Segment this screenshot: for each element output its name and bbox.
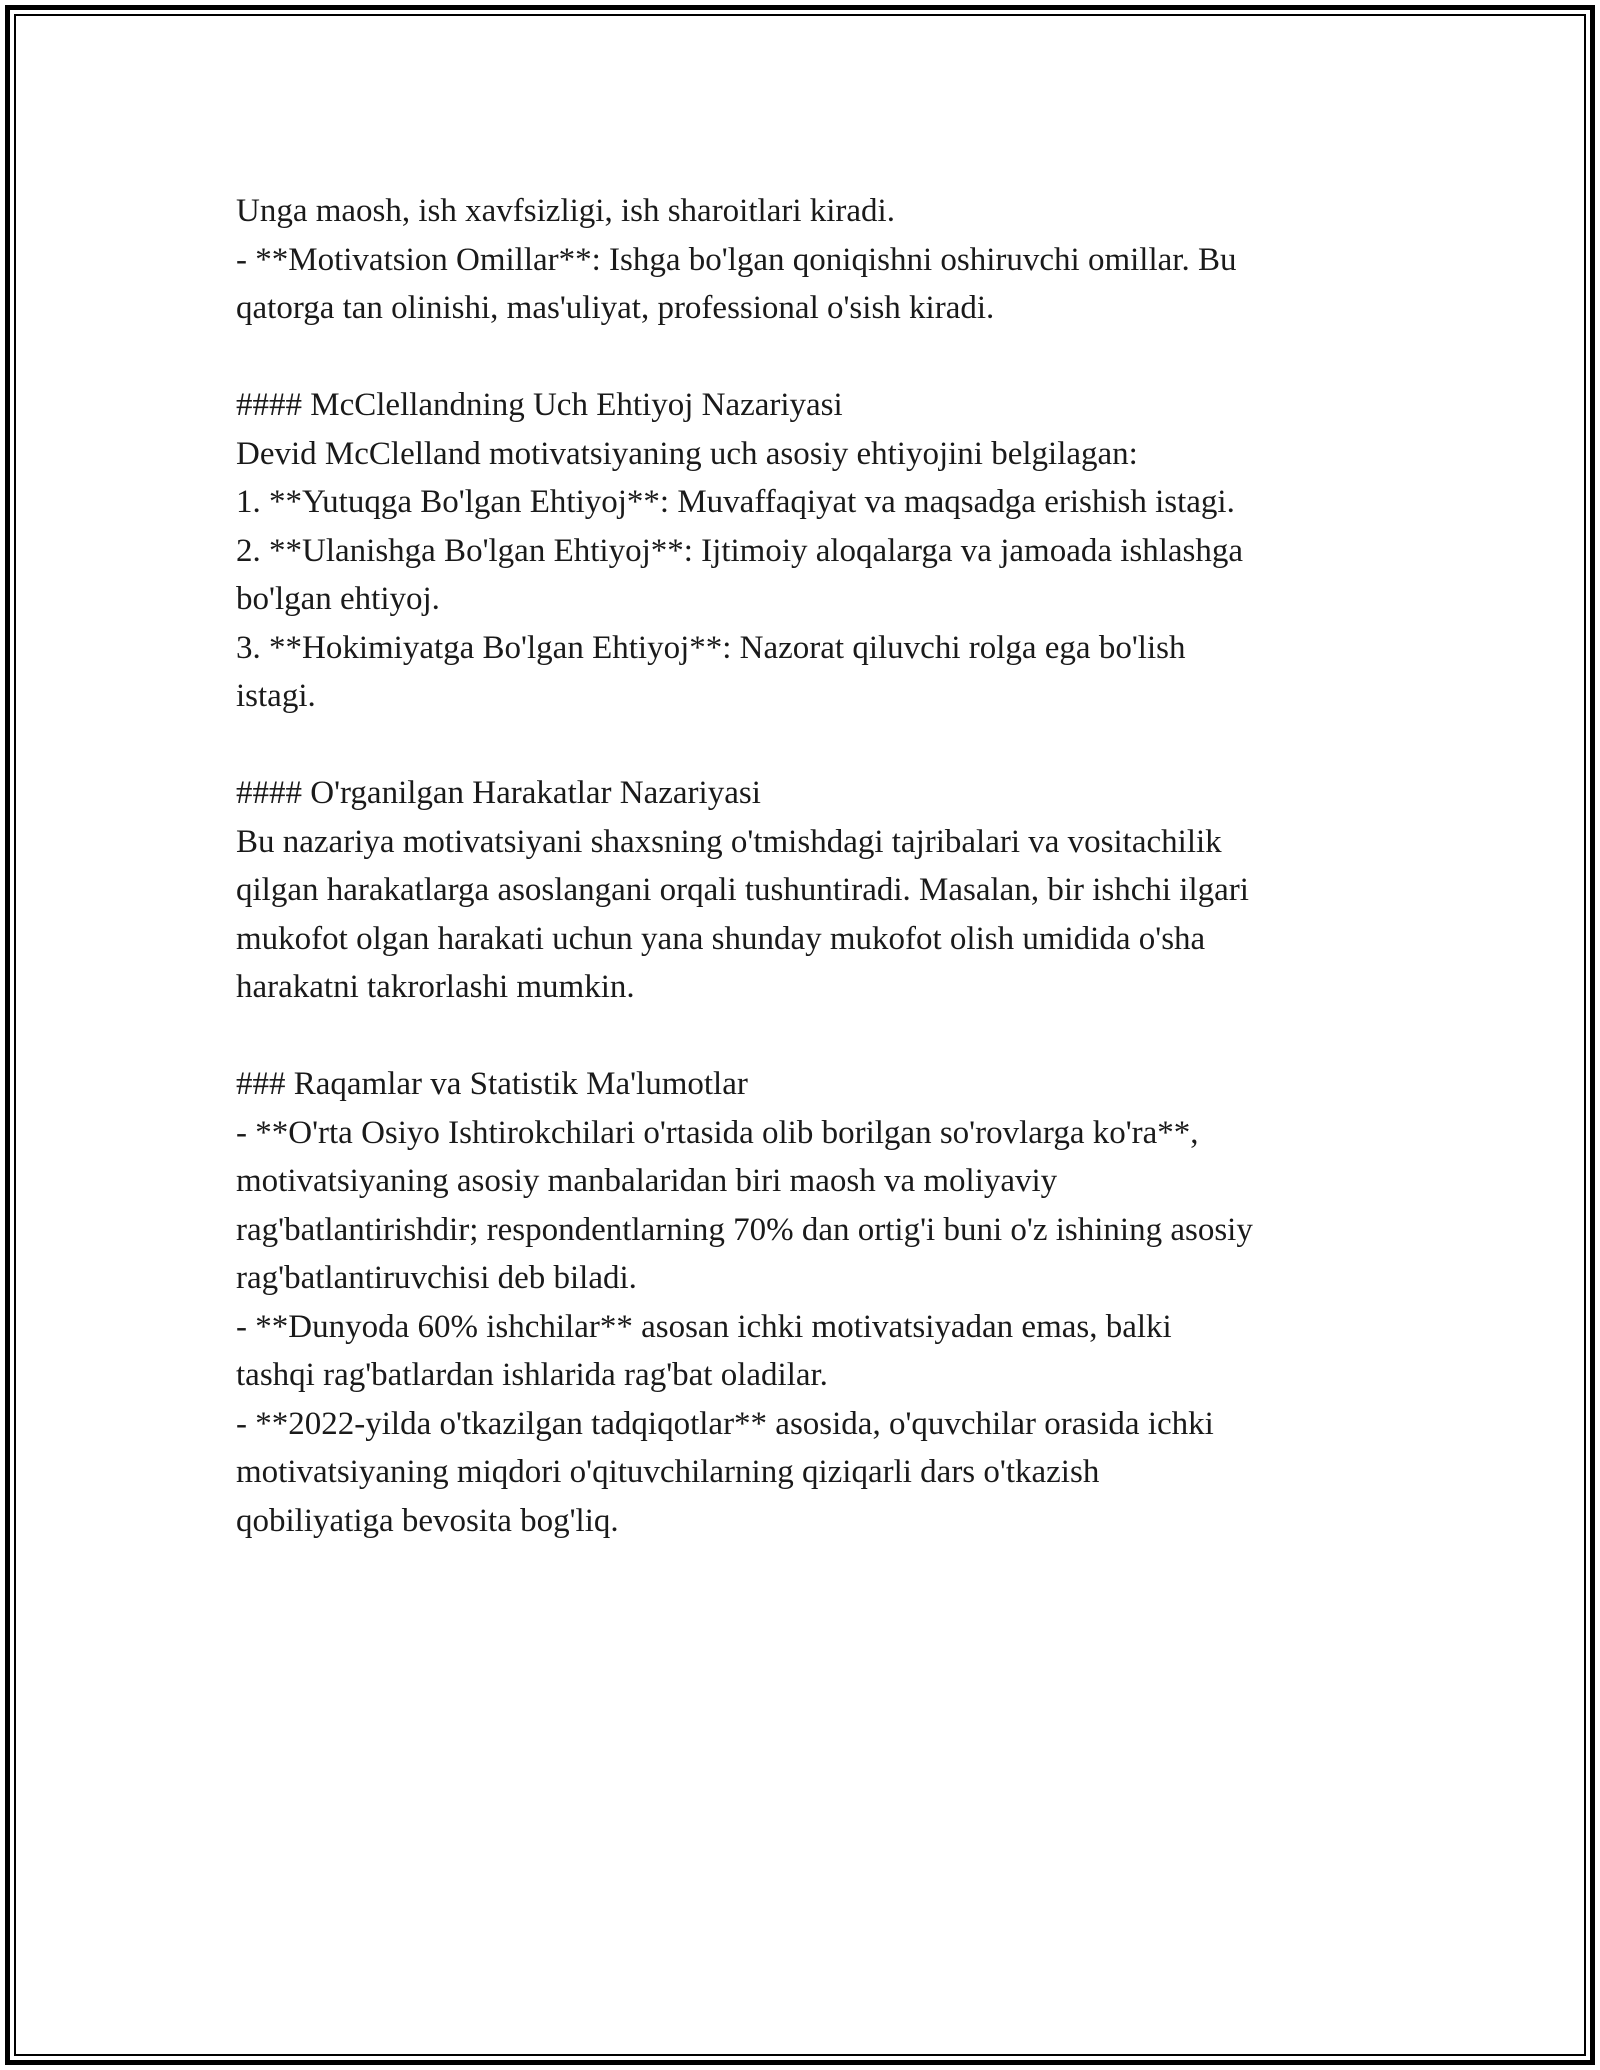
text-line: qatorga tan olinishi, mas'uliyat, professional o'sish kiradi. (236, 290, 995, 326)
text-line: istagi. (236, 678, 316, 714)
text-line: Devid McClelland motivatsiyaning uch asosiy ehtiyojini belgilagan: (236, 435, 1138, 472)
section-heading: ### Raqamlar va Statistik Ma'lumotlar (236, 1066, 748, 1102)
list-item: 1. **Yutuqga Bo'lgan Ehtiyoj**: Muvaffaqiyat va maqsadga erishish istagi. (236, 484, 1235, 520)
text-line: - **Motivatsion Omillar**: Ishga bo'lgan qoniqishni oshiruvchi omillar. Bu (236, 241, 1237, 278)
text-line: mukofot olgan harakati uchun yana shunday mukofot olish umidida o'sha (236, 920, 1206, 957)
section-heading: #### O'rganilgan Harakatlar Nazariyasi (236, 775, 761, 811)
text-line: rag'batlantirishdir; respondentlarning 70% dan ortig'i buni o'z ishining asosiy (236, 1211, 1253, 1248)
list-item: - **2022-yilda o'tkazilgan tadqiqotlar** asosida, o'quvchilar orasida ichki (236, 1405, 1214, 1442)
text-line: Unga maosh, ish xavfsizligi, ish sharoitlari kiradi. (236, 193, 895, 229)
text-line: motivatsiyaning asosiy manbalaridan biri maosh va moliyaviy (236, 1163, 1058, 1199)
text-line: qobiliyatiga bevosita bog'liq. (236, 1502, 619, 1539)
text-line: Bu nazariya motivatsiyani shaxsning o'tmishdagi tajribalari va vositachilik (236, 823, 1222, 860)
list-item: - **O'rta Osiyo Ishtirokchilari o'rtasida olib borilgan so'rovlarga ko'ra**, (236, 1114, 1199, 1151)
blank-line (236, 721, 1406, 770)
blank-line (236, 333, 1406, 382)
document-body (236, 187, 1406, 1545)
text-line: tashqi rag'batlardan ishlarida rag'bat oladilar. (236, 1357, 828, 1393)
blank-line (236, 1012, 1406, 1061)
text-line: qilgan harakatlarga asoslangani orqali tushuntiradi. Masalan, bir ishchi ilgari (236, 872, 1249, 908)
section-heading: #### McClellandning Uch Ehtiyoj Nazariyasi (236, 387, 843, 423)
list-item: 2. **Ulanishga Bo'lgan Ehtiyoj**: Ijtimoiy aloqalarga va jamoada ishlashga (236, 532, 1244, 569)
list-item: - **Dunyoda 60% ishchilar** asosan ichki motivatsiyadan emas, balki (236, 1308, 1172, 1345)
list-item: 3. **Hokimiyatga Bo'lgan Ehtiyoj**: Nazorat qiluvchi rolga ega bo'lish (236, 629, 1186, 666)
text-line: motivatsiyaning miqdori o'qituvchilarning qiziqarli dars o'tkazish (236, 1454, 1100, 1490)
text-line: bo'lgan ehtiyoj. (236, 581, 440, 617)
text-line: harakatni takrorlashi mumkin. (236, 969, 635, 1005)
text-line: rag'batlantiruvchisi deb biladi. (236, 1260, 637, 1296)
